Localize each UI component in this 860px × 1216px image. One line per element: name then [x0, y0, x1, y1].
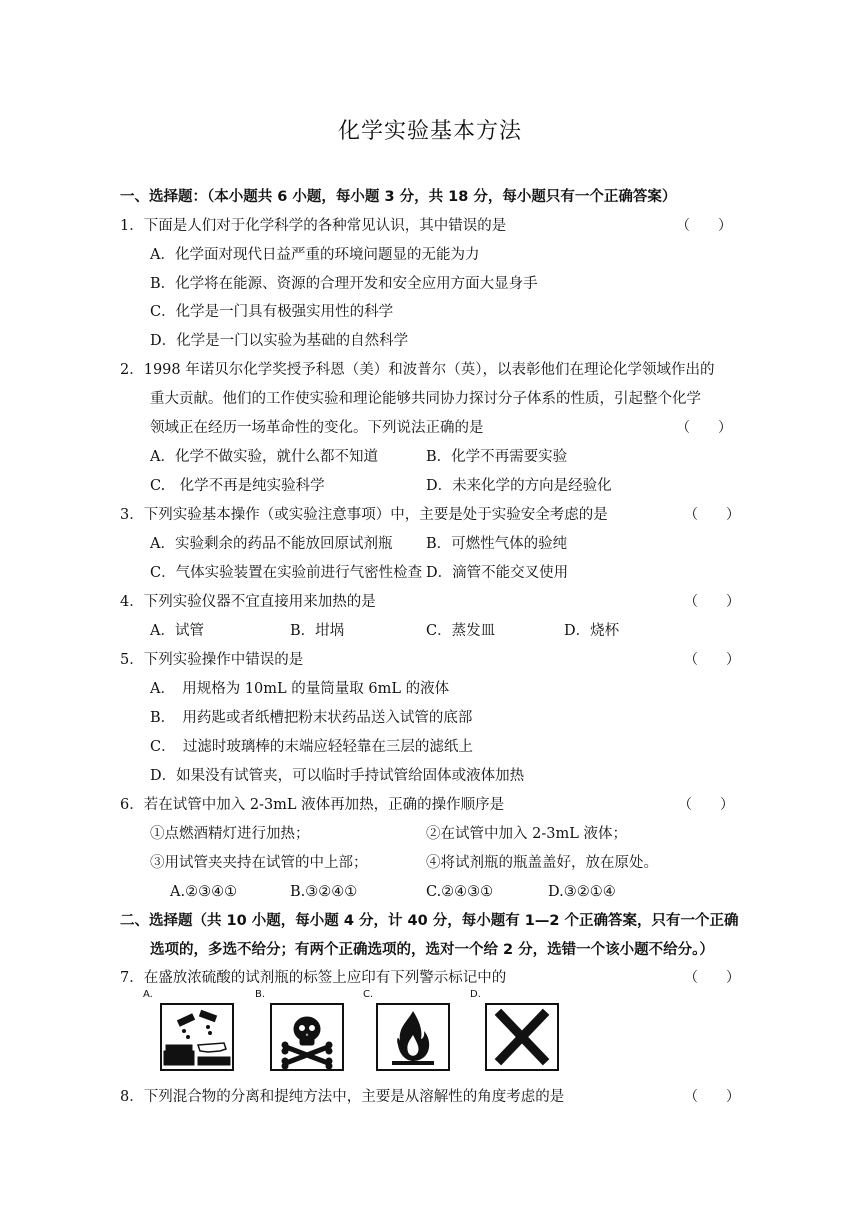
question-2-stem-line-1: 2．1998 年诺贝尔化学奖授予科恩（美）和波普尔（英），以表彰他们在理论化学领域作出的 — [120, 362, 715, 378]
section-one-heading: 一、选择题：（本小题共 6 小题，每小题 3 分，共 18 分，每小题只有一个正确答案） — [120, 189, 677, 205]
q5-option-b: B． 用药匙或者纸槽把粉末状药品送入试管的底部 — [150, 710, 473, 726]
section-two-heading-line-1: 二、选择题（共 10 小题，每小题 4 分，计 40 分，每小题有 1—2 个正确答案，只有一个正确 — [120, 913, 739, 929]
harmful-cross-icon — [485, 1003, 559, 1071]
q3-option-d: D．滴管不能交叉使用 — [426, 565, 569, 581]
q5-option-a: A． 用规格为 10mL 的量筒量取 6mL 的液体 — [150, 681, 450, 697]
q2-option-a: A．化学不做实验，就什么都不知道 — [150, 449, 378, 465]
symbol-label-b: B. — [255, 989, 266, 1000]
q6-option-d: D.③②①④ — [548, 884, 616, 900]
q6-step-3: ③用试管夹夹持在试管的中上部； — [150, 855, 368, 871]
q2-option-c: C. 化学不再是纯实验科学 — [150, 478, 325, 494]
question-4-stem: 4．下列实验仪器不宜直接用来加热的是 — [120, 594, 376, 610]
corrosive-icon — [160, 1003, 234, 1071]
answer-bracket-1: （ ） — [676, 218, 732, 234]
q2-option-d: D．未来化学的方向是经验化 — [426, 478, 612, 494]
page-title: 化学实验基本方法 — [337, 119, 522, 144]
q4-option-b: B．坩埚 — [290, 623, 345, 639]
question-6-stem: 6．若在试管中加入 2-3mL 液体再加热，正确的操作顺序是 — [120, 797, 505, 813]
question-2-stem-line-3: 领域正在经历一场革命性的变化。下列说法正确的是 — [150, 420, 484, 436]
q2-option-b: B．化学不再需要实验 — [426, 449, 568, 465]
q3-option-a: A．实验剩余的药品不能放回原试剂瓶 — [150, 536, 393, 552]
symbol-label-a: A. — [143, 989, 153, 1000]
question-8-stem: 8．下列混合物的分离和提纯方法中，主要是从溶解性的角度考虑的是 — [120, 1089, 565, 1105]
flammable-flame-icon — [376, 1003, 450, 1071]
answer-bracket-6: （ ） — [678, 797, 734, 813]
question-3-stem: 3．下列实验基本操作（或实验注意事项）中，主要是处于实验安全考虑的是 — [120, 507, 608, 523]
q5-option-d: D．如果没有试管夹，可以临时手持试管给固体或液体加热 — [150, 768, 525, 784]
question-2-stem-line-2: 重大贡献。他们的工作使实验和理论能够共同协力探讨分子体系的性质，引起整个化学 — [150, 391, 701, 407]
toxic-skull-icon — [270, 1003, 344, 1071]
q6-option-b: B.③②④① — [290, 884, 358, 900]
symbol-label-c: C. — [363, 989, 374, 1000]
q6-step-1: ①点燃酒精灯进行加热； — [150, 826, 310, 842]
question-5-stem: 5．下列实验操作中错误的是 — [120, 652, 304, 668]
q6-option-a: A.②③④① — [170, 884, 238, 900]
answer-bracket-4: （ ） — [684, 594, 740, 610]
q4-option-d: D．烧杯 — [564, 623, 620, 639]
q5-option-c: C． 过滤时玻璃棒的末端应轻轻靠在三层的滤纸上 — [150, 739, 473, 755]
symbol-label-d: D. — [470, 989, 481, 1000]
q6-option-c: C.②④③① — [426, 884, 494, 900]
answer-bracket-8: （ ） — [684, 1089, 740, 1105]
section-two-heading-line-2: 选项的，多选不给分；有两个正确选项的，选对一个给 2 分，选错一个该小题不给分。） — [150, 942, 714, 958]
q6-step-2: ②在试管中加入 2-3mL 液体； — [426, 826, 627, 842]
q4-option-c: C．蒸发皿 — [426, 623, 496, 639]
q3-option-b: B．可燃性气体的验纯 — [426, 536, 568, 552]
q1-option-d: D．化学是一门以实验为基础的自然科学 — [150, 333, 409, 349]
answer-bracket-5: （ ） — [684, 652, 740, 668]
q1-option-a: A．化学面对现代日益严重的环境问题显的无能为力 — [150, 247, 480, 263]
q1-option-c: C．化学是一门具有极强实用性的科学 — [150, 304, 394, 320]
question-1-stem: 1．下面是人们对于化学科学的各种常见认识，其中错误的是 — [120, 218, 507, 234]
answer-bracket-7: （ ） — [684, 970, 740, 986]
q6-step-4: ④将试剂瓶的瓶盖盖好，放在原处。 — [426, 855, 658, 871]
answer-bracket-3: （ ） — [684, 507, 740, 523]
question-7-stem: 7．在盛放浓硫酸的试剂瓶的标签上应印有下列警示标记中的 — [120, 970, 507, 986]
q1-option-b: B．化学将在能源、资源的合理开发和安全应用方面大显身手 — [150, 276, 538, 292]
q3-option-c: C．气体实验装置在实验前进行气密性检查 — [150, 565, 423, 581]
answer-bracket-2: （ ） — [676, 420, 732, 436]
q4-option-a: A．试管 — [150, 623, 204, 639]
